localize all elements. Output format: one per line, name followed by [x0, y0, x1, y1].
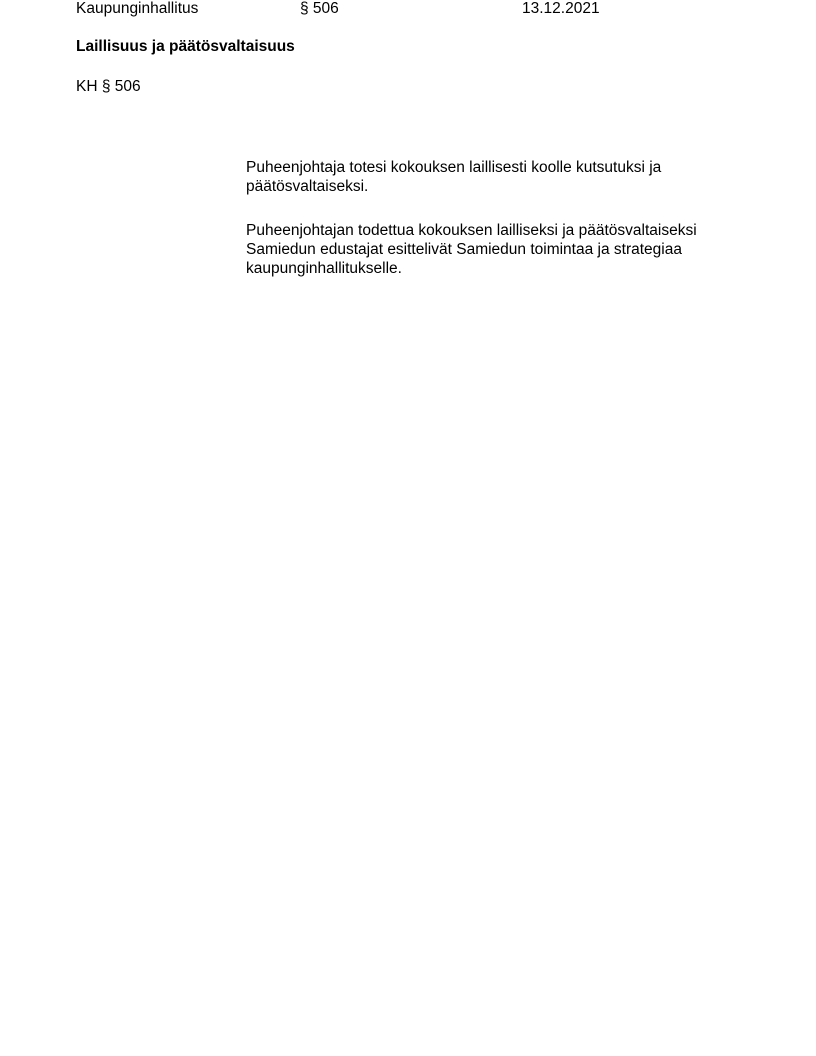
paragraph-2-line-2: Samiedun edustajat esittelivät Samiedun toimintaa ja strategiaa	[246, 241, 682, 258]
section-title: Laillisuus ja päätösvaltaisuus	[76, 38, 295, 55]
paragraph-2-line-3: kaupunginhallitukselle.	[246, 260, 402, 277]
section-reference: KH § 506	[76, 78, 141, 95]
header-organization: Kaupunginhallitus	[76, 0, 199, 17]
header-date: 13.12.2021	[522, 0, 600, 17]
header-section-number: § 506	[300, 0, 339, 17]
paragraph-2-line-1: Puheenjohtajan todettua kokouksen lailliseksi ja päätösvaltaiseksi	[246, 222, 697, 239]
paragraph-1-line-2: päätösvaltaiseksi.	[246, 178, 369, 195]
paragraph-1	[246, 158, 746, 196]
paragraph-2	[246, 221, 746, 278]
paragraph-1-line-1: Puheenjohtaja totesi kokouksen laillisesti koolle kutsutuksi ja	[246, 159, 662, 176]
document-header	[76, 0, 776, 18]
